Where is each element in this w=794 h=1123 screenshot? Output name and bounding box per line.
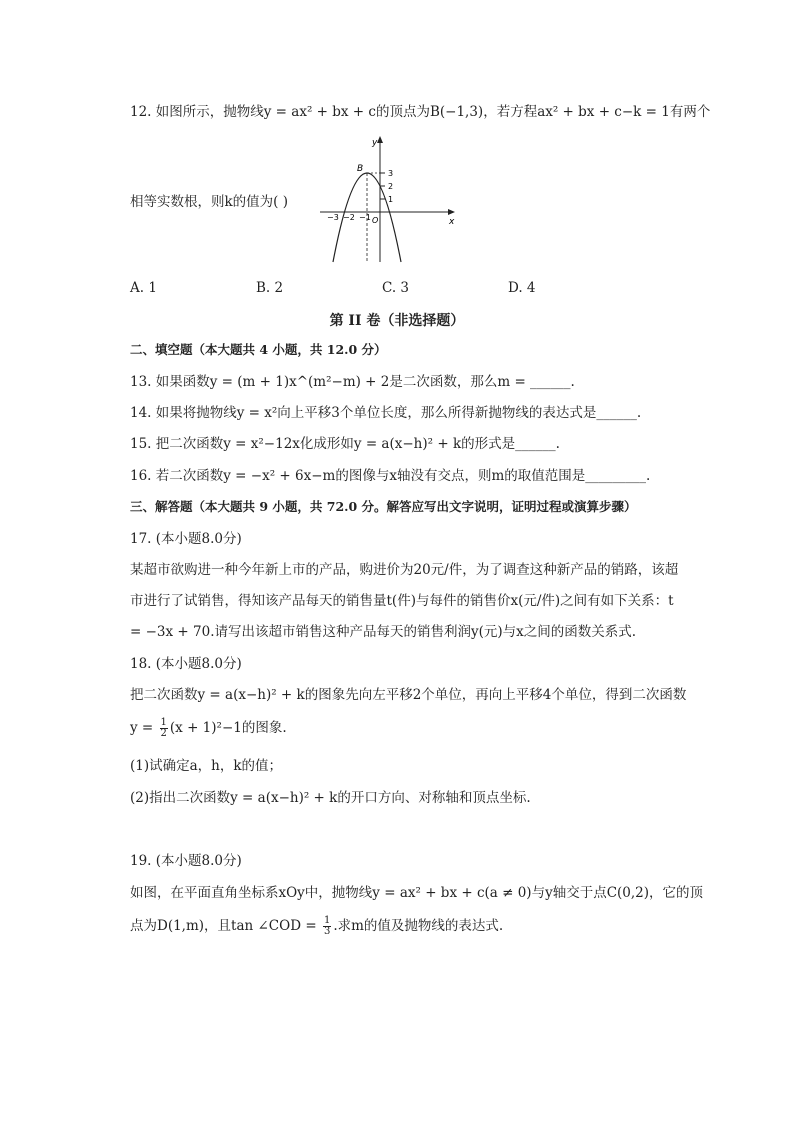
y-tick-1: 1: [388, 195, 394, 204]
q19-text-2: [130, 916, 503, 937]
x-tick-neg1: −1: [359, 213, 371, 222]
q13: 13. 如果函数y = (m + 1)x^(m²−m) + 2是二次函数，那么m = ______.: [130, 374, 575, 390]
q16: 16. 若二次函数y = −x² + 6x−m的图像与x轴没有交点，则m的取值范围是_________.: [130, 468, 651, 484]
option-d: D. 4: [508, 280, 536, 296]
q18-text-3: (1)试确定a，h，k的值；: [130, 758, 283, 774]
section2-heading: 二、填空题（本大题共 4 小题，共 12.0 分）: [130, 342, 387, 357]
fraction-denominator: 3: [323, 926, 331, 937]
q19-text-1: 如图，在平面直角坐标系xOy中，抛物线y = ax² + bx + c(a ≠ 0)与y轴交于点C(0,2)，它的顶: [130, 885, 704, 901]
fraction-denominator: 2: [160, 728, 167, 739]
vertex-label: B: [357, 164, 364, 174]
fraction: [160, 718, 168, 739]
fraction-numerator: 1: [323, 915, 331, 926]
q17-text-1: 某超市欲购进一种今年新上市的产品，购进价为20元/件，为了调查这种新产品的销路，该超: [130, 562, 679, 578]
q12-line2: 相等实数根，则k的值为( ): [130, 194, 289, 210]
q18-text-2a: y =: [130, 720, 158, 736]
parabola-graph: [318, 134, 458, 264]
q18-text-4: (2)指出二次函数y = a(x−h)² + k的开口方向、对称轴和顶点坐标.: [130, 790, 531, 806]
option-b: B. 2: [256, 280, 284, 296]
origin-label: O: [372, 216, 379, 225]
y-tick-2: 2: [388, 182, 394, 191]
x-tick-neg2: −2: [343, 213, 355, 222]
q19-head: 19. (本小题8.0分): [130, 853, 242, 869]
x-axis-label: x: [449, 217, 455, 227]
q15: 15. 把二次函数y = x²−12x化成形如y = a(x−h)² + k的形式是______.: [130, 436, 560, 452]
fraction: [323, 916, 331, 937]
option-c: C. 3: [382, 280, 410, 296]
q17-text-3: = −3x + 70.请写出该超市销售这种产品每天的销售利润y(元)与x之间的函数关系式.: [130, 624, 637, 640]
x-tick-neg3: −3: [327, 213, 339, 222]
q17-text-2: 市进行了试销售，得知该产品每天的销售量t(件)与每件的销售价x(元/件)之间有如下关系：t: [130, 593, 674, 609]
fraction-numerator: 1: [160, 717, 167, 728]
q12-line1: 12. 如图所示，抛物线y = ax² + bx + c的顶点为B(−1,3)，若方程ax² + bx + c−k = 1有两个: [130, 104, 711, 120]
q18-head: 18. (本小题8.0分): [130, 656, 242, 672]
q17-head: 17. (本小题8.0分): [130, 531, 242, 547]
y-tick-3: 3: [388, 169, 394, 178]
section3-heading: 三、解答题（本大题共 9 小题，共 72.0 分。解答应写出文字说明，证明过程或演算步骤）: [130, 499, 637, 514]
part2-title: 第 II 卷（非选择题）: [329, 313, 465, 329]
q19-text-2a: 点为D(1,m)，且tan ∠COD =: [130, 918, 321, 934]
y-axis-label: y: [372, 138, 378, 148]
q18-text-2: [130, 718, 287, 739]
q19-text-2b: .求m的值及抛物线的表达式.: [333, 918, 504, 934]
q18-text-2b: (x + 1)²−1的图象.: [169, 720, 287, 736]
q18-text-1: 把二次函数y = a(x−h)² + k的图象先向左平移2个单位，再向上平移4个单位，得到二次函数: [130, 687, 687, 703]
option-a: A. 1: [130, 280, 157, 296]
q14: 14. 如果将抛物线y = x²向上平移3个单位长度，那么所得新抛物线的表达式是______.: [130, 405, 642, 421]
